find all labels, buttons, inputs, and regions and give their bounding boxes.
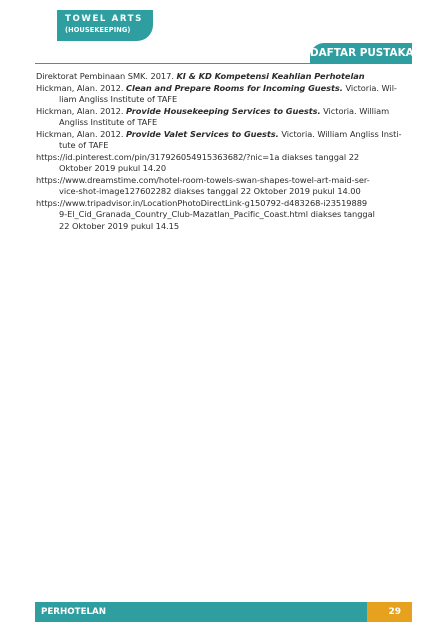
header-tab <box>57 10 153 41</box>
reference-text: Victoria. Wil- <box>342 82 397 93</box>
reference-text: Oktober 2019 pukul 14.20 <box>59 163 167 173</box>
reference-list <box>36 71 412 232</box>
reference-line <box>36 71 412 83</box>
reference-line <box>36 209 412 221</box>
reference-text: https://id.pinterest.com/pin/317926054915363682/?nic=1a diakses tanggal 22 <box>36 151 360 162</box>
section-divider <box>35 63 412 64</box>
reference-line <box>36 175 412 187</box>
reference-line <box>36 221 412 233</box>
reference-line <box>36 106 412 118</box>
reference-text: tute of TAFE <box>59 140 109 150</box>
footer-label: PERHOTELAN <box>35 602 122 622</box>
reference-line <box>36 94 412 106</box>
page-number: 29 <box>367 602 412 622</box>
reference-entry <box>36 71 412 83</box>
book-subtitle: (HOUSEKEEPING) <box>65 26 131 34</box>
reference-entry <box>36 129 412 152</box>
reference-text: Angliss Institute of TAFE <box>59 117 158 127</box>
reference-line <box>36 198 412 210</box>
reference-line <box>36 152 412 164</box>
reference-title: Clean and Prepare Rooms for Incoming Guests. <box>126 82 343 93</box>
reference-title: Provide Valet Services to Guests. <box>126 128 279 139</box>
reference-entry <box>36 152 412 175</box>
reference-text: https://www.dreamstime.com/hotel-room-towels-swan-shapes-towel-art-maid-ser- <box>36 174 370 185</box>
reference-text: vice-shot-image127602282 diakses tanggal 22 Oktober 2019 pukul 14.00 <box>59 186 361 196</box>
reference-entry <box>36 175 412 198</box>
footer-bar <box>122 602 367 622</box>
reference-text: Hickman, Alan. 2012. <box>36 128 127 139</box>
section-title: DAFTAR PUSTAKA <box>310 43 412 64</box>
reference-line <box>36 117 412 129</box>
reference-line <box>36 129 412 141</box>
reference-text: Hickman, Alan. 2012. <box>36 105 127 116</box>
reference-line <box>36 163 412 175</box>
reference-line <box>36 83 412 95</box>
reference-text: Direktorat Pembinaan SMK. 2017. <box>36 71 177 81</box>
reference-entry <box>36 198 412 233</box>
reference-text: 9-El_Cid_Granada_Country_Club-Mazatlan_Pacific_Coast.html diakses tanggal <box>59 209 375 219</box>
reference-line <box>36 186 412 198</box>
reference-text: liam Angliss Institute of TAFE <box>59 94 178 104</box>
reference-title: KI & KD Kompetensi Keahlian Perhotelan <box>176 71 365 81</box>
book-title: TOWEL ARTS <box>65 14 143 24</box>
reference-text: Victoria. William Angliss Insti- <box>278 128 402 139</box>
reference-text: Hickman, Alan. 2012. <box>36 82 127 93</box>
reference-text: Victoria. William <box>320 105 390 116</box>
reference-title: Provide Housekeeping Services to Guests. <box>126 105 321 116</box>
reference-entry <box>36 106 412 129</box>
reference-text: https://www.tripadvisor.in/LocationPhotoDirectLink-g150792-d483268-i23519889 <box>36 197 368 208</box>
reference-entry <box>36 83 412 106</box>
reference-text: 22 Oktober 2019 pukul 14.15 <box>59 220 180 231</box>
reference-line <box>36 140 412 152</box>
